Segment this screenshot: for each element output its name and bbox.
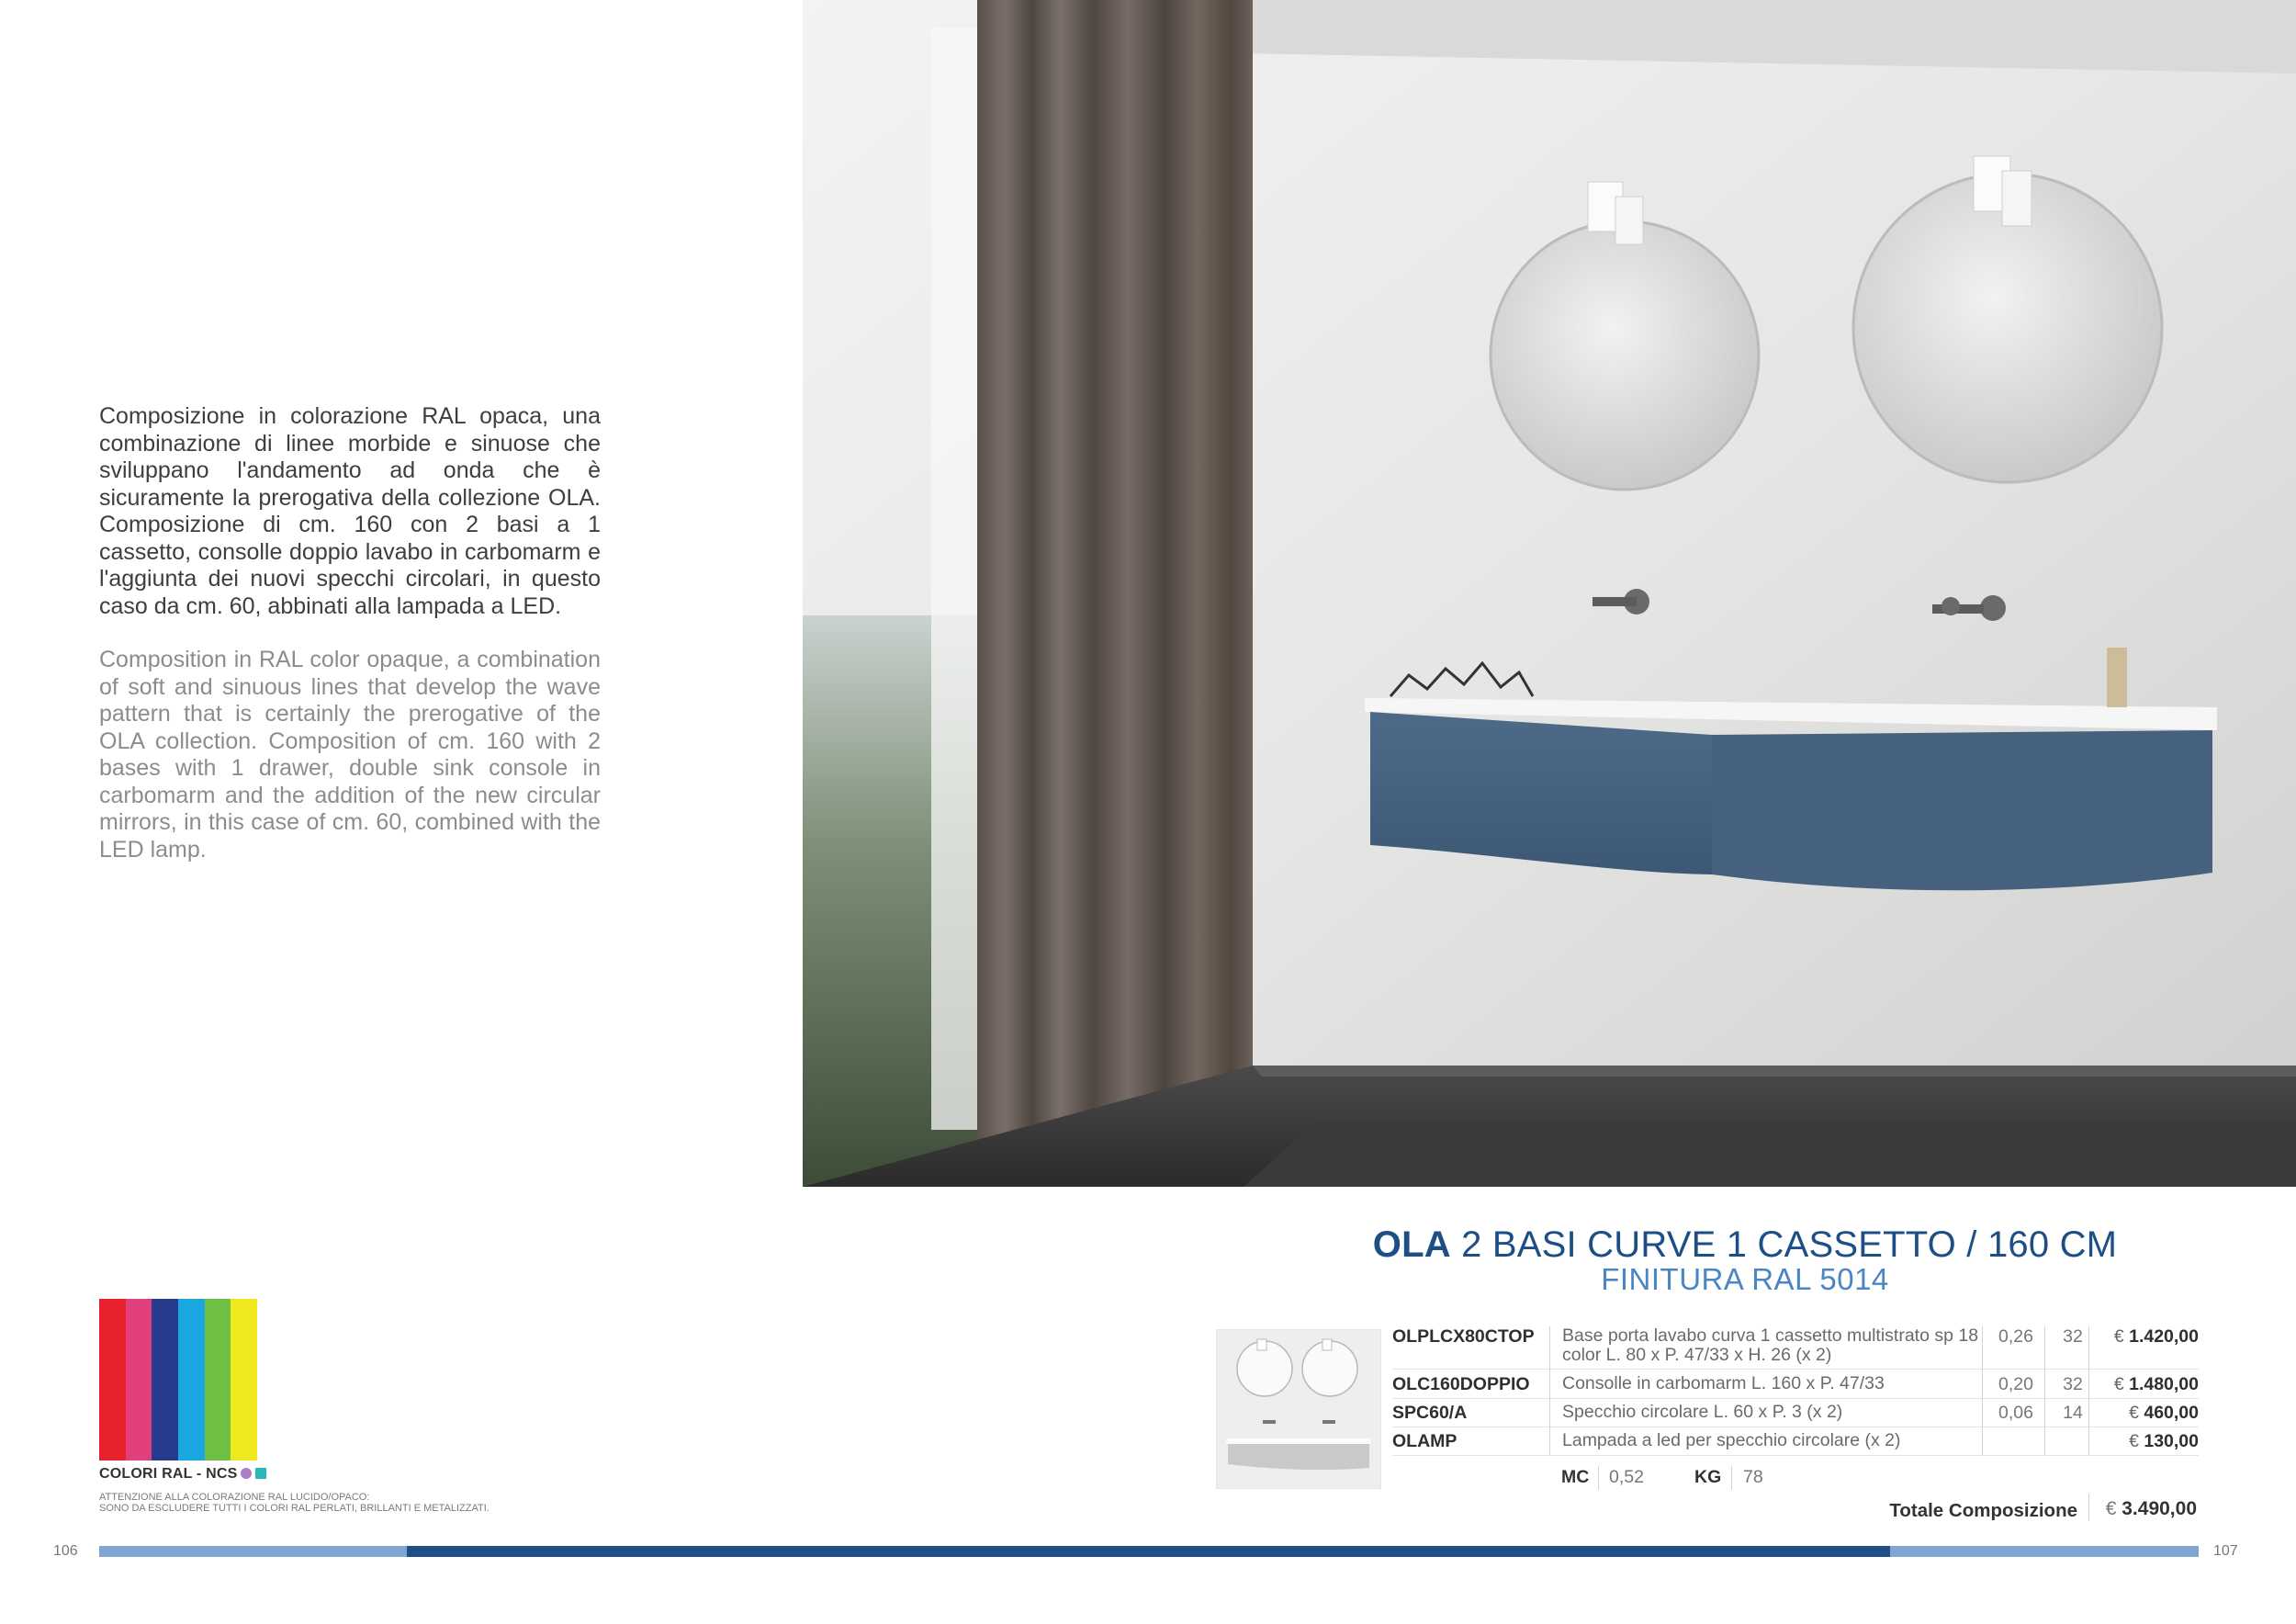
item-price: € 1.480,00 <box>2113 1374 2199 1394</box>
page-number-left: 106 <box>53 1543 78 1559</box>
title-rest: 2 BASI CURVE 1 CASSETTO / 160 CM <box>1450 1224 2118 1265</box>
item-price: € 1.420,00 <box>2113 1326 2199 1347</box>
product-subtitle: FINITURA RAL 5014 <box>1601 1262 1889 1296</box>
item-volume: 0,20 <box>1998 1374 2033 1394</box>
description-italian: Composizione in colorazione RAL opaca, una combinazione di linee morbide e sinuose che sviluppano l'andamento ad onda che è sicuramente la prerogativa della collezione OLA. Composizione di cm. 160 con 2 basi a 1 cassetto, consolle doppio lavabo in carbomarm e l'aggiunta dei nuovi specchi circolari, in questo caso da cm. 60, abbinati alla lampada a LED. <box>99 403 601 619</box>
total-value: € 3.490,00 <box>2105 1498 2197 1519</box>
notice-line: ATTENZIONE ALLA COLORAZIONE RAL LUCIDO/OPACO: <box>99 1492 370 1503</box>
product-photo <box>803 0 2296 1187</box>
weight-volume-summary <box>1561 1467 1837 1494</box>
kg-label: KG <box>1694 1467 1722 1487</box>
color-swatch <box>152 1299 178 1460</box>
color-swatch <box>178 1299 205 1460</box>
item-price: € 130,00 <box>2129 1431 2199 1451</box>
total-label: Totale Composizione <box>1889 1500 2077 1521</box>
title-brand: OLA <box>1372 1224 1451 1265</box>
item-pieces: 14 <box>2063 1403 2083 1423</box>
mc-value: 0,52 <box>1609 1467 1644 1487</box>
item-volume: 0,26 <box>1998 1326 2033 1347</box>
item-code: SPC60/A <box>1392 1403 1468 1423</box>
table-divider <box>2044 1326 2045 1455</box>
table-divider <box>1392 1398 2199 1399</box>
item-row <box>1392 1325 2199 1365</box>
item-description: Base porta lavabo curva 1 cassetto multistrato sp 18 color L. 80 x P. 47/33 x H. 26 (x 2) <box>1562 1325 1979 1365</box>
color-swatch <box>126 1299 152 1460</box>
item-code: OLAMP <box>1392 1431 1458 1451</box>
table-divider <box>1549 1326 1550 1455</box>
footer-bar-highlight <box>407 1546 1890 1557</box>
ral-color-swatches <box>99 1299 257 1460</box>
teal-square-icon <box>255 1468 266 1479</box>
table-divider <box>2088 1494 2089 1521</box>
item-code: OLPLCX80CTOP <box>1392 1326 1535 1347</box>
purple-circle-icon <box>241 1468 252 1479</box>
table-divider <box>1392 1455 2199 1456</box>
table-divider <box>1598 1466 1599 1490</box>
item-volume: 0,06 <box>1998 1403 2033 1423</box>
item-code: OLC160DOPPIO <box>1392 1374 1530 1394</box>
item-description: Consolle in carbomarm L. 160 x P. 47/33 <box>1562 1373 1885 1393</box>
composition-thumbnail <box>1216 1329 1381 1489</box>
mc-label: MC <box>1561 1467 1590 1487</box>
item-pieces: 32 <box>2063 1374 2083 1394</box>
page-number-right: 107 <box>2213 1543 2238 1559</box>
item-pieces: 32 <box>2063 1326 2083 1347</box>
description-english: Composition in RAL color opaque, a combination of soft and sinuous lines that develop the wave pattern that is certainly the prerogative of the OLA collection. Composition of cm. 160 with 2 bases with 1 drawer, double sink console in carbomarm and the addition of the new circular mirrors, in this case of cm. 60, combined with the LED lamp. <box>99 647 601 863</box>
color-swatch <box>231 1299 257 1460</box>
ral-colors-label: COLORI RAL - NCS <box>99 1466 266 1483</box>
table-divider <box>1731 1466 1732 1490</box>
item-description: Lampada a led per specchio circolare (x 2) <box>1562 1430 1901 1450</box>
color-swatch <box>205 1299 231 1460</box>
table-divider <box>1982 1326 1983 1455</box>
kg-value: 78 <box>1743 1467 1763 1487</box>
ral-color-notice <box>99 1493 490 1514</box>
product-title <box>1194 1224 2296 1266</box>
item-price: € 460,00 <box>2129 1403 2199 1423</box>
table-divider <box>2088 1326 2089 1455</box>
notice-line: SONO DA ESCLUDERE TUTTI I COLORI RAL PERLATI, BRILLANTI E METALIZZATI. <box>99 1502 490 1514</box>
color-swatch <box>99 1299 126 1460</box>
table-divider <box>1392 1369 2199 1370</box>
item-description: Specchio circolare L. 60 x P. 3 (x 2) <box>1562 1402 1843 1422</box>
